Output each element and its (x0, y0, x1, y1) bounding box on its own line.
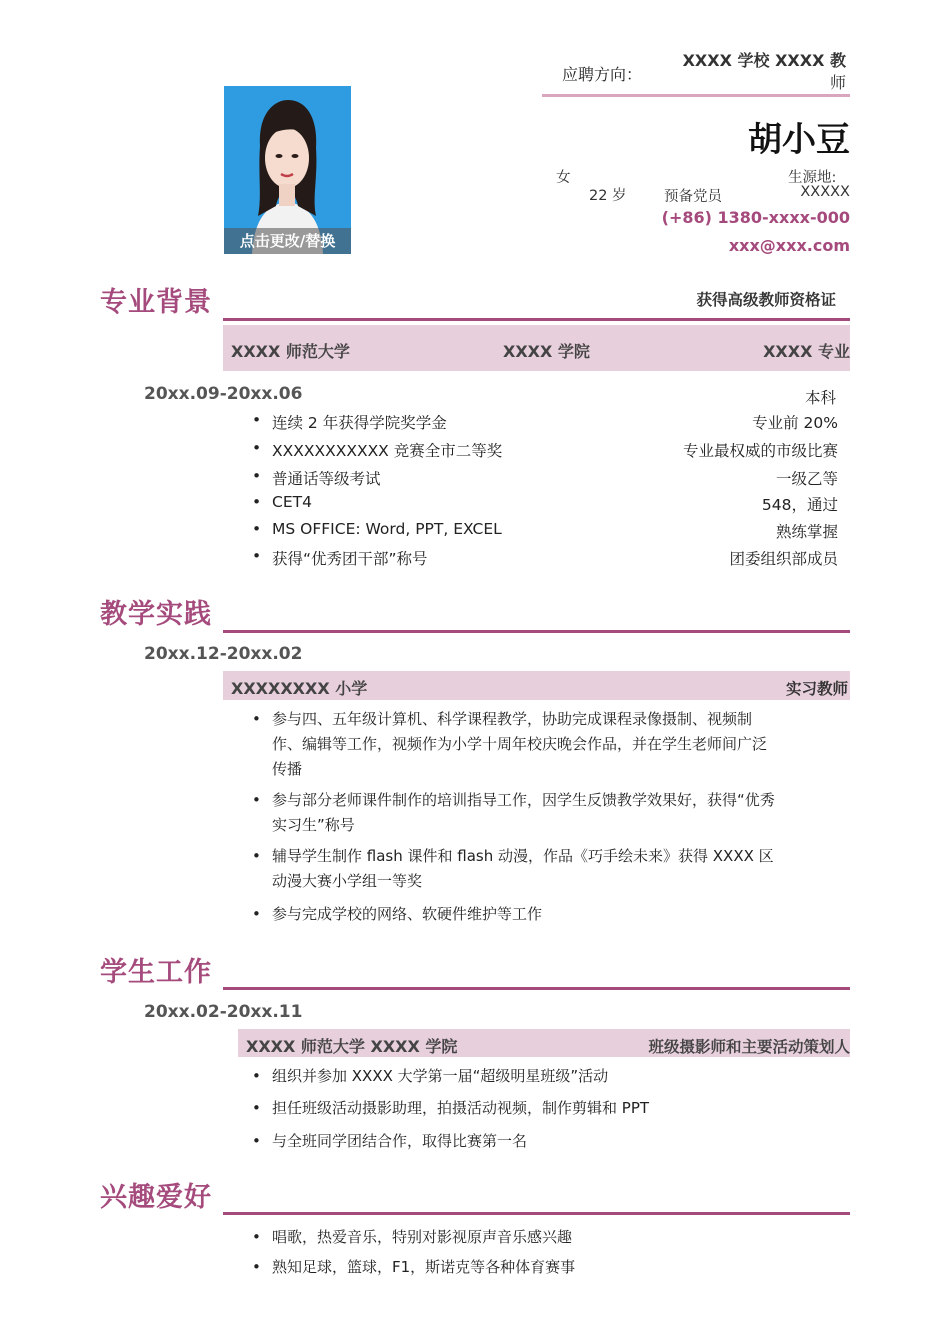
teaching-list (250, 707, 780, 927)
education-item-right: 熟练掌握 (775, 523, 838, 541)
section-title-teaching: 教学实践 (100, 599, 212, 630)
section-title-hobby: 兴趣爱好 (100, 1182, 212, 1213)
origin-label: 生源地: (788, 170, 837, 186)
hobby-list (250, 1225, 810, 1280)
education-item: • 获得“优秀团干部”称号 团委组织部成员 (252, 547, 838, 568)
photo-change-hint[interactable]: 点击更改/替换 (224, 228, 351, 254)
education-item: • 连续 2 年获得学院奖学金 专业前 20% (252, 411, 838, 432)
age: 22 岁 (589, 188, 627, 204)
education-divider (223, 318, 850, 321)
list-item: • 辅导学生制作 flash 课件和 flash 动漫，作品《巧手绘未来》获得 XXXX 区动漫大赛小学组一等奖 (250, 844, 780, 894)
email: xxx@xxx.com (728, 236, 850, 255)
section-title-student: 学生工作 (100, 957, 212, 988)
education-item-left: 普通话等级考试 (272, 470, 381, 488)
apply-value (660, 50, 846, 94)
education-item-left: CET4 (272, 493, 312, 511)
degree: 本科 (804, 389, 836, 407)
apply-value-line2: 师 (829, 73, 846, 92)
list-item: • 唱歌，热爱音乐，特别对影视原声音乐感兴趣 (250, 1225, 810, 1250)
education-item-right: 团委组织部成员 (729, 550, 838, 568)
list-item: • 组织并参加 XXXX 大学第一届“超级明星班级”活动 (250, 1064, 810, 1089)
list-item: • 熟知足球，篮球，F1，斯诺克等各种体育赛事 (250, 1255, 810, 1280)
student-date: 20xx.02-20xx.11 (144, 1002, 303, 1022)
list-item: • 参与完成学校的网络、软硬件维护等工作 (250, 902, 780, 927)
phone: (+86) 1380-xxxx-000 (661, 208, 850, 227)
education-item: • XXXXXXXXXXX 竞赛全市二等奖 专业最权威的市级比赛 (252, 439, 838, 460)
teaching-date: 20xx.12-20xx.02 (144, 644, 303, 664)
education-item: • CET4 548，通过 (252, 493, 838, 514)
education-item-right: 548，通过 (761, 496, 838, 514)
list-item: • 参与部分老师课件制作的培训指导工作，因学生反馈教学效果好，获得“优秀实习生”称号 (250, 788, 780, 838)
major-name: XXXX 专业 (763, 342, 850, 361)
list-item: • 参与四、五年级计算机、科学课程教学，协助完成课程录像摄制、视频制作、编辑等工作，视频作为小学十周年校庆晚会作品，并在学生老师间广泛传播 (250, 707, 780, 782)
college-name: XXXX 学院 (503, 342, 590, 361)
teaching-divider (223, 630, 850, 633)
education-item-right: 专业最权威的市级比赛 (682, 442, 838, 460)
student-divider (223, 987, 850, 990)
origin-value: XXXXX (800, 184, 850, 200)
student-role: 班级摄影师和主要活动策划人 (648, 1038, 850, 1056)
section-title-education: 专业背景 (100, 287, 212, 318)
student-org: XXXX 师范大学 XXXX 学院 (246, 1037, 458, 1056)
hobby-divider (223, 1212, 850, 1215)
education-item-left: 连续 2 年获得学院奖学金 (272, 414, 447, 432)
header-divider (542, 94, 850, 97)
education-item-right: 专业前 20% (752, 414, 838, 432)
education-item-left: MS OFFICE: Word, PPT, EXCEL (272, 520, 502, 538)
school-name: XXXX 师范大学 (231, 342, 350, 361)
candidate-name: 胡小豆 (748, 120, 850, 160)
education-item: • MS OFFICE: Word, PPT, EXCEL 熟练掌握 (252, 520, 838, 541)
apply-value-line1: XXXX 学校 XXXX 教 (682, 51, 846, 70)
education-item: • 普通话等级考试 一级乙等 (252, 467, 838, 488)
profile-photo[interactable] (224, 86, 351, 254)
education-item-right: 一级乙等 (775, 470, 838, 488)
education-item-left: 获得“优秀团干部”称号 (272, 550, 428, 568)
teaching-org: XXXXXXXX 小学 (231, 679, 368, 698)
party-status: 预备党员 (664, 189, 722, 205)
gender: 女 (556, 170, 571, 186)
education-item-left: XXXXXXXXXXX 竞赛全市二等奖 (272, 442, 503, 460)
apply-label: 应聘方向： (562, 65, 643, 84)
education-date: 20xx.09-20xx.06 (144, 384, 303, 404)
list-item: • 担任班级活动摄影助理，拍摄活动视频，制作剪辑和 PPT (250, 1096, 810, 1121)
list-item: • 与全班同学团结合作，取得比赛第一名 (250, 1129, 810, 1154)
education-note: 获得高级教师资格证 (696, 291, 836, 309)
student-list (250, 1064, 810, 1154)
teaching-role: 实习教师 (785, 680, 848, 698)
